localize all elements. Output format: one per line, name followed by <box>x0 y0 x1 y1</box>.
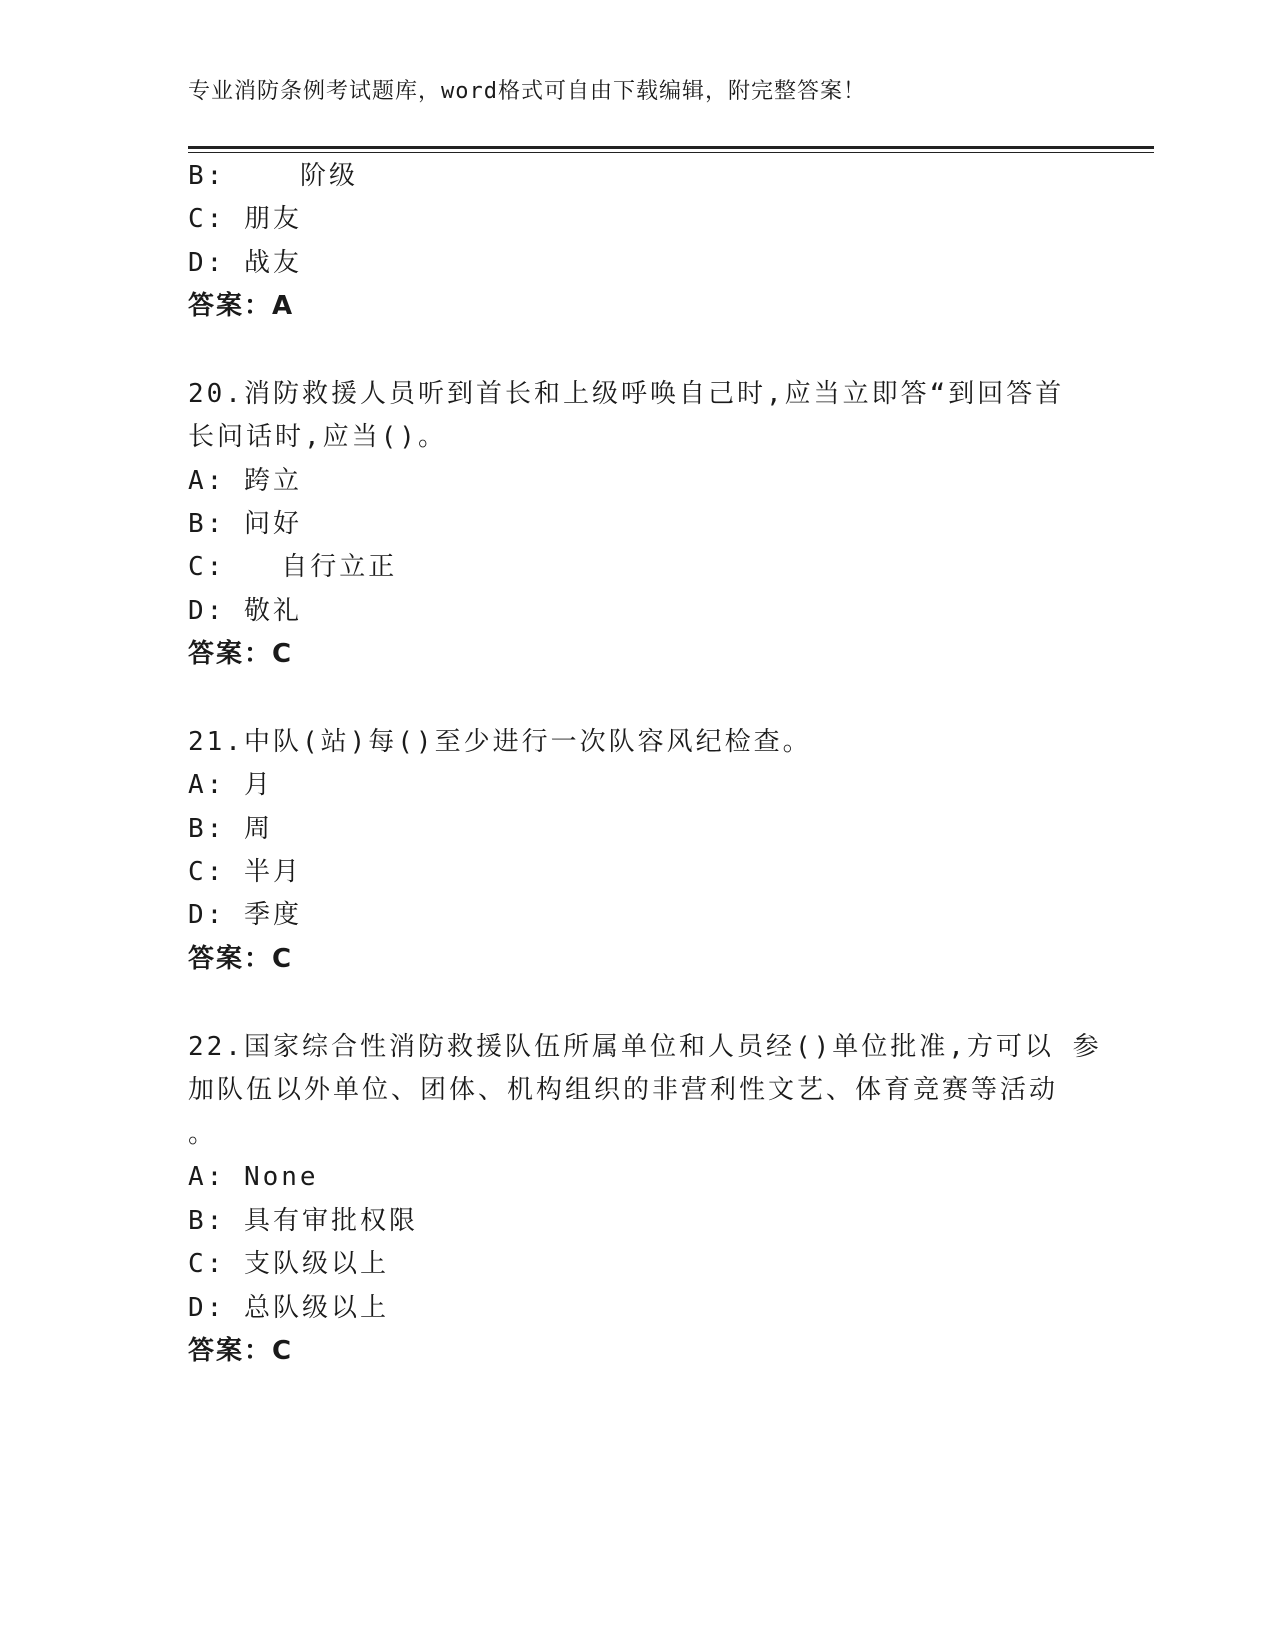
option-text: 战友 <box>243 248 302 278</box>
option-a <box>188 1161 319 1193</box>
option-text: 总队级以上 <box>243 1293 389 1323</box>
question-22-stem-line-3: 。 <box>188 1119 218 1149</box>
option-b <box>188 1205 418 1237</box>
option-label: D: <box>188 248 226 278</box>
option-text: 具有审批权限 <box>243 1206 418 1236</box>
option-text: 问好 <box>243 509 302 539</box>
question-20-stem-line-1: 20.消防救援人员听到首长和上级呼唤自己时,应当立即答“到回答首 <box>188 379 1065 409</box>
option-text: 支队级以上 <box>243 1249 389 1279</box>
option-d <box>188 247 302 279</box>
option-d <box>188 595 302 627</box>
option-label: D: <box>188 900 226 930</box>
option-a <box>188 769 273 801</box>
option-text: 自行立正 <box>281 552 398 582</box>
question-22-stem-line-2: 加队伍以外单位、团体、机构组织的非营利性文艺、体育竞赛等活动 <box>188 1075 1059 1105</box>
option-d <box>188 1292 389 1324</box>
answer-line: 答案：C <box>188 944 294 974</box>
option-text: 阶级 <box>299 161 358 191</box>
option-a <box>188 465 302 497</box>
question-21-stem: 21.中队(站)每()至少进行一次队容风纪检查。 <box>188 727 812 757</box>
answer-line: 答案：C <box>188 1336 294 1366</box>
question-22-stem-line-1: 22.国家综合性消防救援队伍所属单位和人员经()单位批准,方可以 参 <box>188 1032 1102 1062</box>
option-c <box>188 1248 389 1280</box>
option-label: B: <box>188 509 226 539</box>
option-c <box>188 551 397 583</box>
question-20-stem-line-2: 长问话时,应当()。 <box>188 422 447 452</box>
option-text: 朋友 <box>243 204 302 234</box>
option-text: 季度 <box>243 900 302 930</box>
option-text: None <box>243 1162 319 1192</box>
option-label: C: <box>188 857 226 887</box>
option-b <box>188 508 302 540</box>
option-label: A: <box>188 1162 226 1192</box>
header-divider-thick <box>188 146 1154 149</box>
option-label: B: <box>188 161 226 191</box>
option-label: C: <box>188 204 226 234</box>
option-label: B: <box>188 1206 226 1236</box>
option-text: 敬礼 <box>243 596 302 626</box>
option-text: 半月 <box>243 857 302 887</box>
option-c <box>188 856 302 888</box>
option-b <box>188 160 358 192</box>
option-label: D: <box>188 1293 226 1323</box>
option-label: C: <box>188 552 226 582</box>
option-label: B: <box>188 814 226 844</box>
option-d <box>188 899 302 931</box>
option-label: C: <box>188 1249 226 1279</box>
option-label: A: <box>188 770 226 800</box>
page-header-text: 专业消防条例考试题库，word格式可自由下载编辑，附完整答案！ <box>188 79 866 104</box>
option-text: 周 <box>243 814 273 844</box>
answer-line: 答案：A <box>188 291 295 321</box>
option-text: 月 <box>243 770 273 800</box>
header-divider-thin <box>188 152 1154 153</box>
option-c <box>188 203 302 235</box>
option-text: 跨立 <box>243 466 302 496</box>
answer-line: 答案：C <box>188 639 294 669</box>
option-b <box>188 813 273 845</box>
option-label: A: <box>188 466 226 496</box>
option-label: D: <box>188 596 226 626</box>
